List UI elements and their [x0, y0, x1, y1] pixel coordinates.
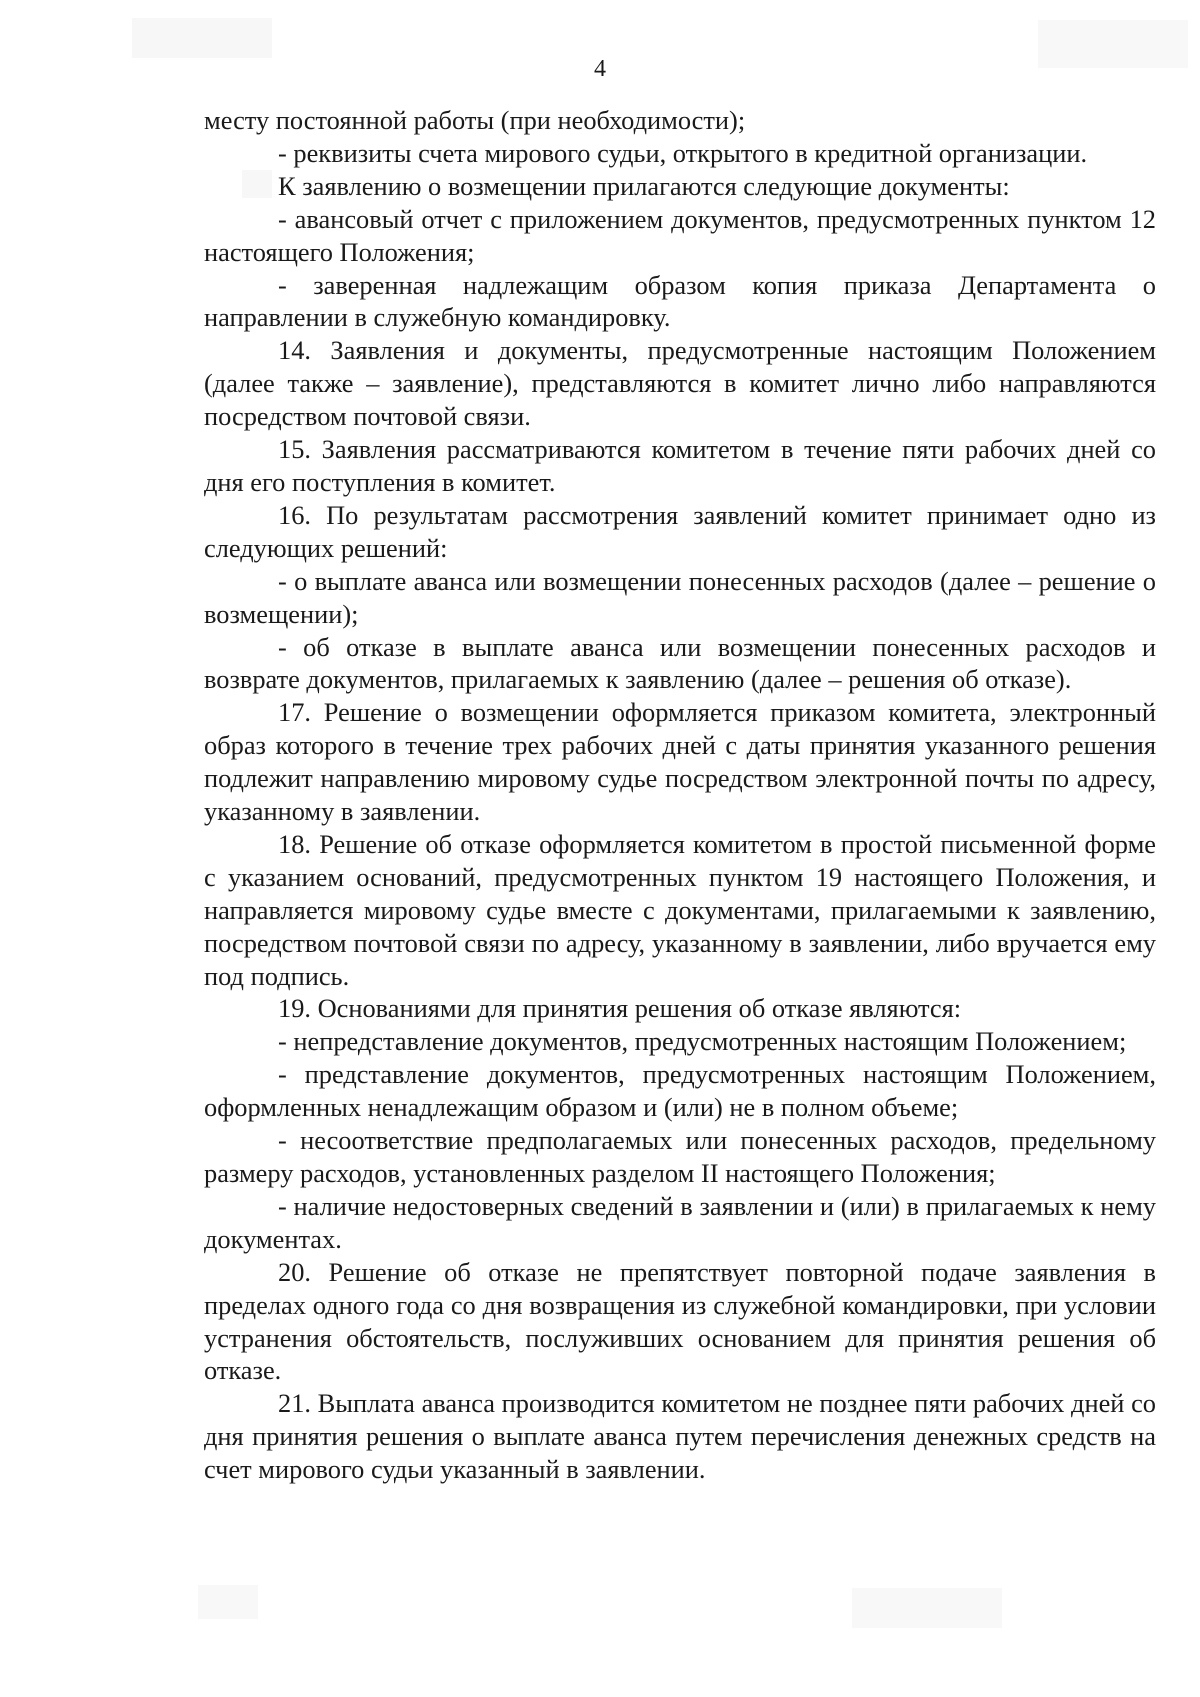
list-item: - наличие недостоверных сведений в заявлении и (или) в прилагаемых к нему документах.: [204, 1190, 1156, 1254]
clause-14: 14. Заявления и документы, предусмотренные настоящим Положением (далее также – заявление), представляются в комитет лично либо направляются посредством почтовой связи.: [204, 335, 1156, 432]
list-item: - несоответствие предполагаемых или понесенных расходов, предельному размеру расходов, установленных разделом II настоящего Положения;: [204, 1125, 1156, 1188]
scan-artifact: [132, 18, 272, 58]
list-item: - реквизиты счета мирового судьи, открытого в кредитной организации.: [278, 137, 1088, 168]
scan-artifact: [198, 1585, 258, 1619]
clause-20: 20. Решение об отказе не препятствует повторной подаче заявления в пределах одного года со дня возвращения из служебной командировки, при условии устранения обстоятельств, послуживших основанием для принятия решения об отказе.: [204, 1256, 1156, 1386]
clause-17: 17. Решение о возмещении оформляется приказом комитета, электронный образ которого в течение трех рабочих дней с даты принятия указанного решения подлежит направлению мировому судье посредством электронной почты по адресу, указанному в заявлении.: [204, 697, 1156, 827]
clause-18: 18. Решение об отказе оформляется комитетом в простой письменной форме с указанием оснований, предусмотренных пунктом 19 настоящего Положения, и направляется мировому судье вместе с документами, прилагаемыми к заявлению, посредством почтовой связи по адресу, указанному в заявлении, либо вручается ему под подпись.: [204, 828, 1156, 991]
document-body: [204, 104, 1156, 1486]
list-item: - заверенная надлежащим образом копия приказа Департамента о направлении в служебную командировку.: [204, 269, 1156, 333]
scan-artifact: [852, 1588, 1002, 1628]
list-item: - представление документов, предусмотренных настоящим Положением, оформленных ненадлежащим образом и (или) не в полном объеме;: [204, 1059, 1156, 1123]
page-number: 4: [594, 56, 606, 82]
clause-21: 21. Выплата аванса производится комитетом не позднее пяти рабочих дней со дня принятия решения о выплате аванса путем перечисления денежных средств на счет мирового судьи указанный в заявлении.: [204, 1388, 1156, 1485]
list-item: - об отказе в выплате аванса или возмещении понесенных расходов и возврате документов, прилагаемых к заявлению (далее – решения об отказе).: [204, 631, 1156, 695]
clause-16: 16. По результатам рассмотрения заявлений комитет принимает одно из следующих решений:: [204, 499, 1156, 563]
list-item: - авансовый отчет с приложением документов, предусмотренных пунктом 12 настоящего Положения;: [204, 203, 1156, 267]
list-item: - непредставление документов, предусмотренных настоящим Положением;: [278, 1026, 1127, 1057]
list-item: - о выплате аванса или возмещении понесенных расходов (далее – решение о возмещении);: [204, 565, 1156, 629]
clause-19: 19. Основаниями для принятия решения об отказе являются:: [278, 993, 962, 1024]
paragraph: месту постоянной работы (при необходимости);: [204, 105, 746, 135]
clause-15: 15. Заявления рассматриваются комитетом в течение пяти рабочих дней со дня его поступления в комитет.: [204, 434, 1156, 497]
paragraph: К заявлению о возмещении прилагаются следующие документы:: [278, 170, 1010, 201]
